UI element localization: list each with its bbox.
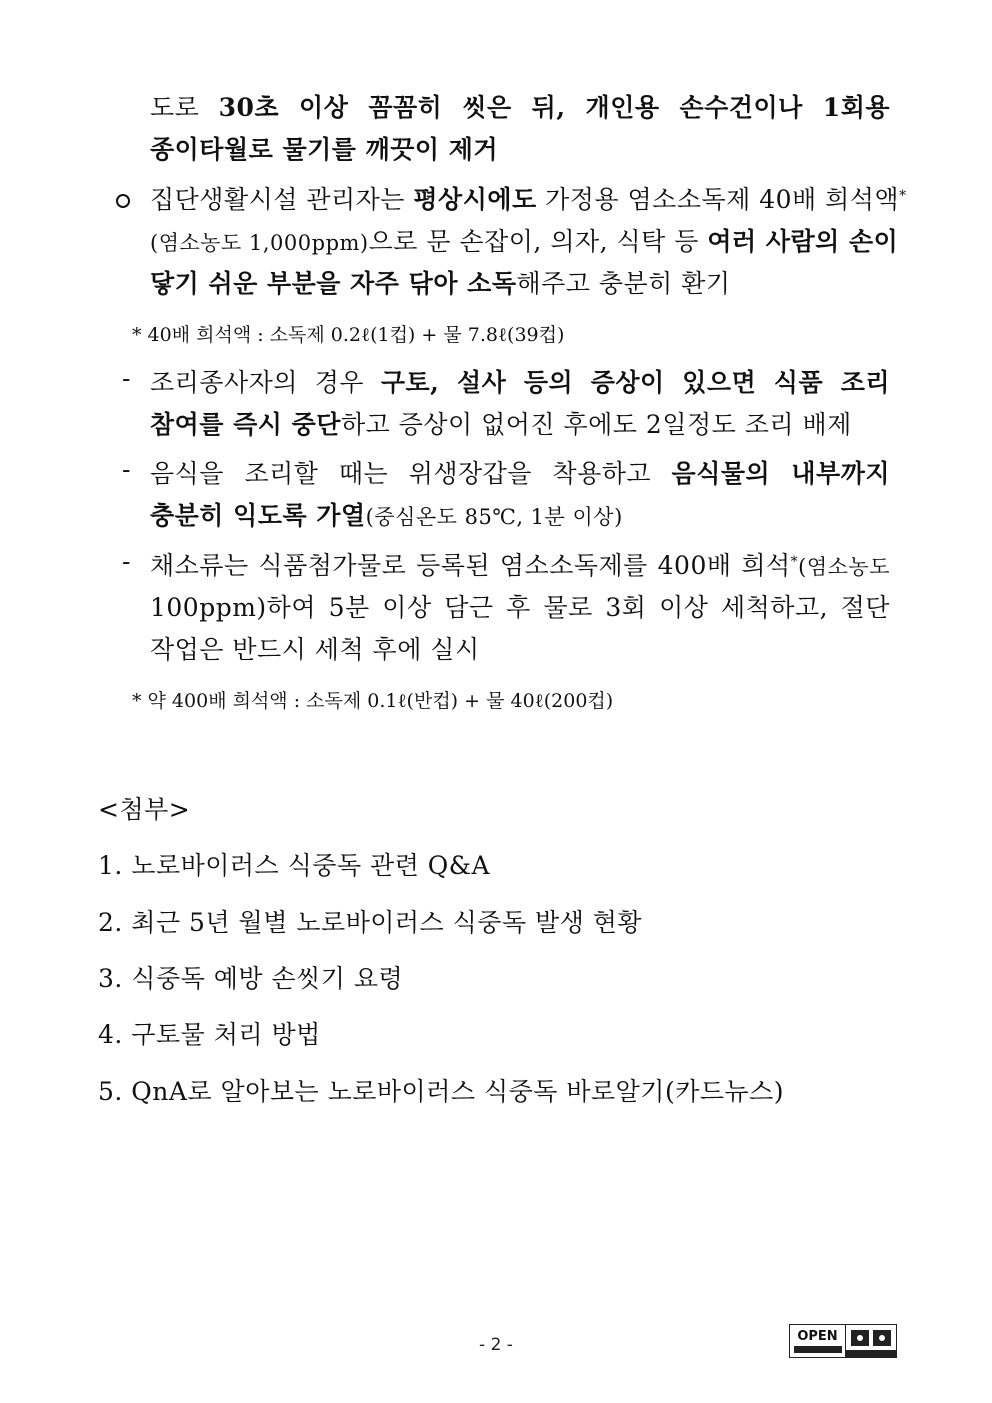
text-run: 집단생활시설 관리자는: [150, 185, 414, 214]
wash-hands-instruction: [150, 87, 890, 171]
attachment-item: 2. 최근 5년 월별 노로바이러스 식중독 발생 현황: [98, 908, 643, 937]
text-line: [150, 221, 899, 263]
text-line: [150, 587, 890, 629]
text-run: (중심온도 85℃, 1분 이상): [365, 505, 623, 529]
text-run: (염소농도: [798, 555, 890, 579]
cook-symptom-paragraph: [150, 362, 890, 446]
dash-bullet: -: [122, 455, 131, 484]
text-run: 하고 증상이 없어진 후에도 2일정도 조리 배제: [340, 410, 852, 439]
text-run: 가정용 염소소독제 40배 희석액: [536, 185, 900, 214]
attribution-icon: [851, 1330, 869, 1346]
text-line: [150, 404, 890, 446]
attachment-item: 5. QnA로 알아보는 노로바이러스 식중독 바로알기(카드뉴스): [98, 1077, 785, 1106]
bold-run: 음식물의 내부까지: [671, 459, 891, 488]
text-run: 100ppm)하여 5분 이상 담근 후 물로 3회 이상 세척하고, 절단: [150, 593, 890, 622]
dash-bullet: -: [122, 364, 131, 393]
bold-run: 평상시에도: [413, 185, 537, 214]
bold-run: 충분히 익도록 가열: [150, 501, 366, 530]
text-run: 음식을 조리할 때는 위생장갑을 착용하고: [150, 459, 672, 488]
open-logo-bar: [794, 1346, 842, 1353]
text-line: [150, 362, 890, 404]
text-line: [150, 179, 907, 221]
text-line: [150, 495, 890, 537]
cooking-heat-paragraph: [150, 453, 890, 537]
attachment-item: 3. 식중독 예방 손씻기 요령: [98, 964, 404, 993]
bold-run: 참여를 즉시 중단: [150, 410, 341, 439]
open-license-badge: [789, 1324, 897, 1358]
attachment-item: 4. 구토물 처리 방법: [98, 1020, 321, 1049]
text-line: [150, 453, 890, 495]
vegetable-wash-paragraph: [150, 545, 890, 671]
text-run: 작업은 반드시 세척 후에 실시: [150, 635, 480, 664]
text-line: [150, 87, 890, 129]
text-run: (염소농도 1,000ppm): [150, 231, 369, 255]
page-number: - 2 -: [479, 1335, 513, 1355]
text-run: 채소류는 식품첨가물로 등록된 염소소독제를 400배 희석: [150, 551, 791, 580]
license-icons: [846, 1325, 896, 1357]
footnote-marker: *: [899, 188, 907, 204]
text-line: [150, 263, 890, 305]
text-run: 조리종사자의 경우: [150, 368, 381, 397]
bold-run: 30초 이상 꼼꼼히 씻은 뒤, 개인용 손수건이나 1회용: [218, 93, 890, 122]
circle-bullet-icon: [116, 194, 130, 208]
text-line: [150, 629, 890, 671]
text-run: 도로: [150, 93, 219, 122]
dilution-note: * 약 400배 희석액 : 소독제 0.1ℓ(반컵) + 물 40ℓ(200컵): [132, 690, 614, 712]
footnote-marker: *: [790, 554, 799, 570]
bold-run: 구토, 설사 등의 증상이 있으면 식품 조리: [380, 368, 890, 397]
open-logo-text: OPEN: [797, 1328, 838, 1344]
license-caption-bar: [846, 1350, 896, 1357]
bold-run: 종이타월로 물기를 깨끗이 제거: [150, 135, 499, 164]
text-line: [150, 129, 890, 171]
facility-manager-paragraph: [150, 179, 907, 305]
dash-bullet: -: [122, 547, 131, 576]
commercial-use-icon: [873, 1330, 891, 1346]
bold-run: 닿기 쉬운 부분을 자주 닦아 소독: [150, 269, 517, 298]
text-run: 해주고 충분히 환기: [516, 269, 731, 298]
text-line: [150, 545, 890, 587]
attachment-item: 1. 노로바이러스 식중독 관련 Q&A: [98, 851, 491, 880]
dilution-note: * 40배 희석액 : 소독제 0.2ℓ(1컵) + 물 7.8ℓ(39컵): [132, 324, 565, 346]
bold-run: 여러 사람의 손이: [707, 227, 899, 256]
attachments-heading: <첨부>: [98, 795, 191, 824]
text-run: 으로 문 손잡이, 의자, 식탁 등: [368, 227, 708, 256]
open-logo: [790, 1325, 846, 1357]
